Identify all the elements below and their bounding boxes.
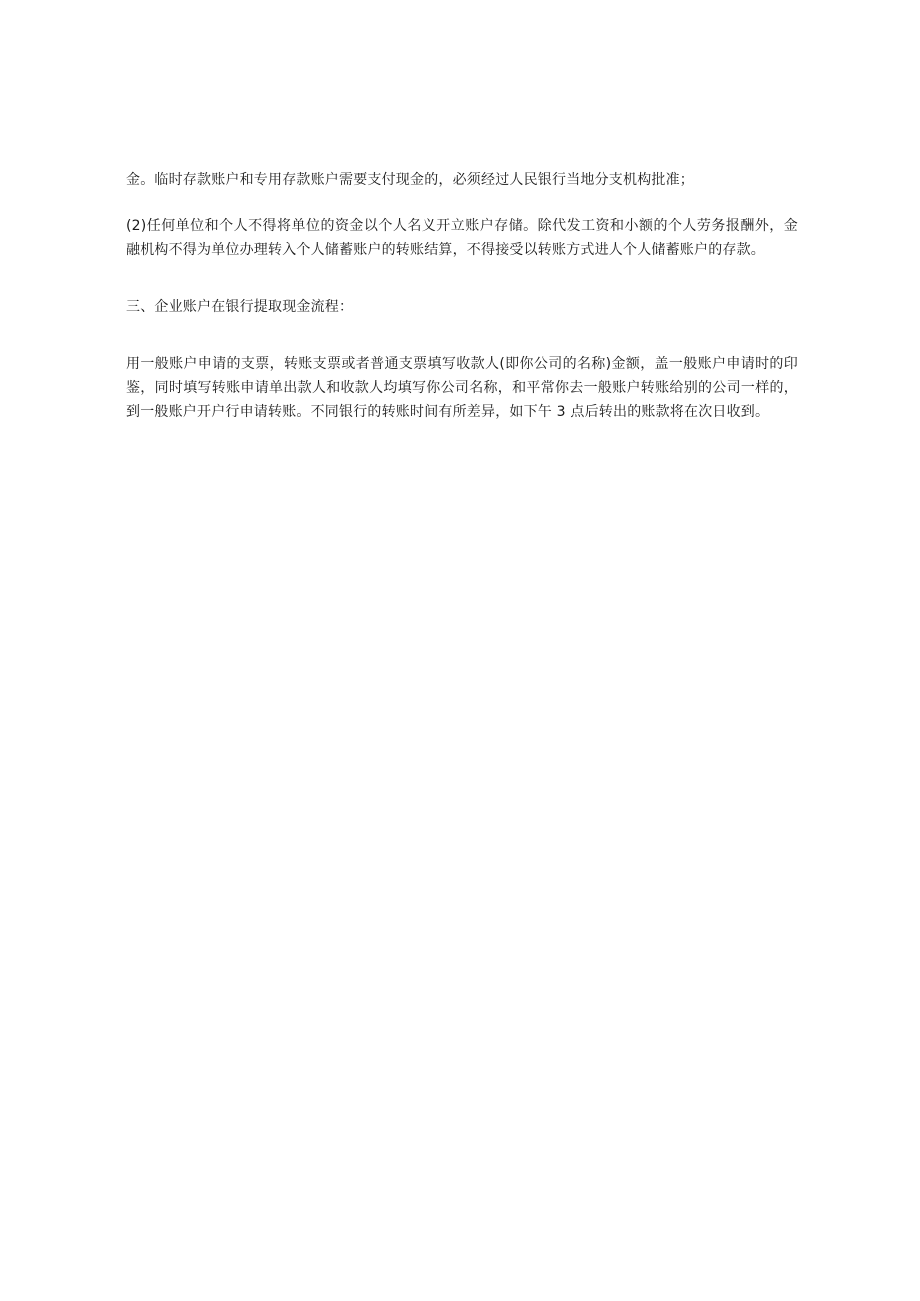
paragraph-withdrawal-process: 用一般账户申请的支票，转账支票或者普通支票填写收款人(即你公司的名称)金额，盖一般账户申请时的印鉴，同时填写转账申请单出款人和收款人均填写你公司名称，和平常你去一般账户转账给别的公司一样的，到一般账户开户行申请转账。不同银行的转账时间有所差异，如下午 3 点后转出的账款将在次日收到。 (126, 356, 798, 420)
document-body (126, 168, 798, 424)
paragraph-personal-account-rule: (2)任何单位和个人不得将单位的资金以个人名义开立账户存储。除代发工资和小额的个人劳务报酬外，金融机构不得为单位办理转入个人储蓄账户的转账结算，不得接受以转账方式进人个人储蓄账户的存款。 (126, 218, 798, 258)
paragraph-cash-approval: 金。临时存款账户和专用存款账户需要支付现金的，必须经过人民银行当地分支机构批准； (126, 172, 694, 188)
section-heading-cash-withdrawal: 三、企业账户在银行提取现金流程： (126, 299, 354, 315)
